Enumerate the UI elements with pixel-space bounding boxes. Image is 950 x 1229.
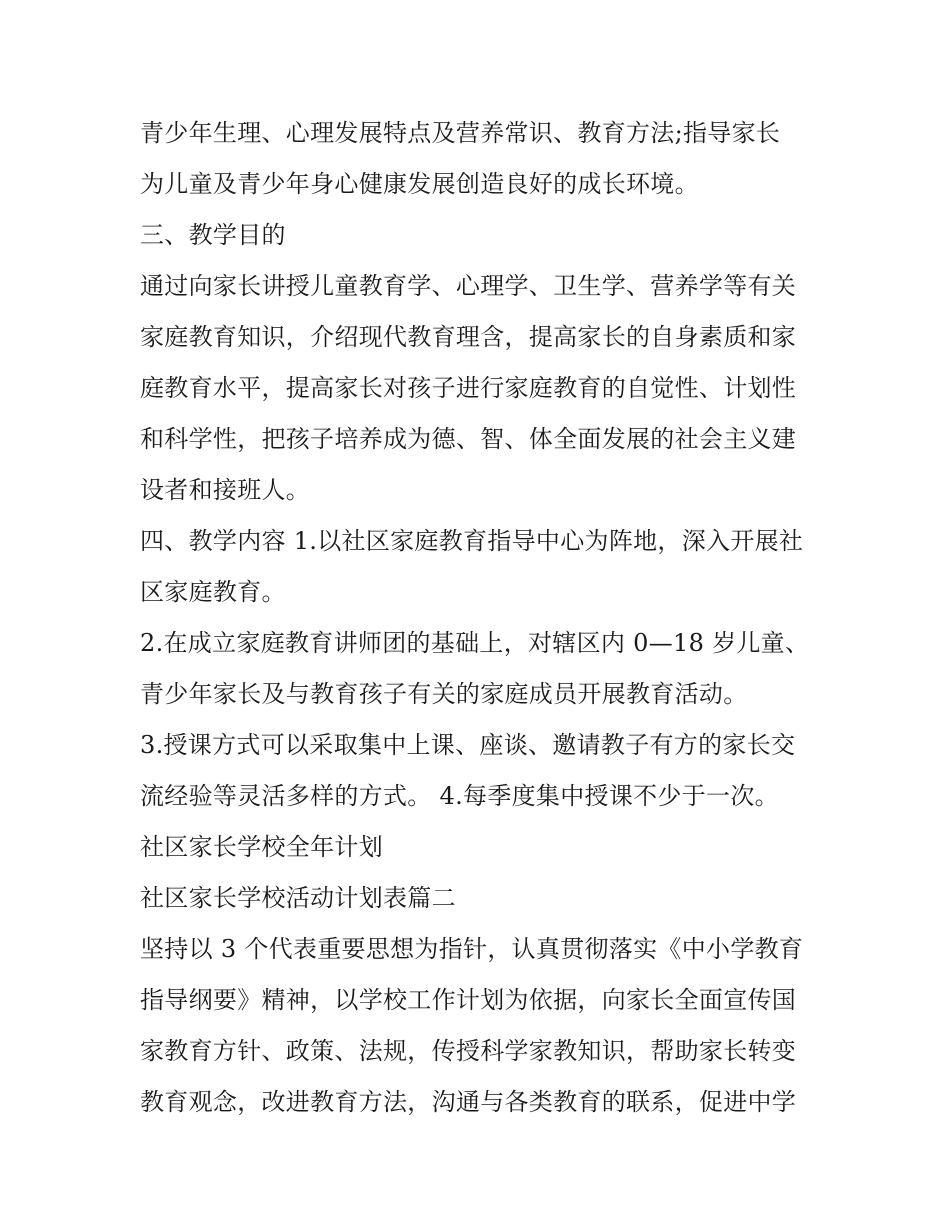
document-body: [140, 108, 820, 1128]
paragraph-line-5: 家庭教育知识，介绍现代教育理含，提高家长的自身素质和家: [140, 323, 797, 351]
paragraph-line-19: 家教育方针、政策、法规，传授科学家教知识，帮助家长转变: [140, 1037, 797, 1065]
document-title-annual-plan: 社区家长学校全年计划: [140, 833, 383, 861]
paragraph-line-1: 青少年生理、心理发展特点及营养常识、教育方法;指导家长: [140, 119, 781, 147]
paragraph-line-14: 流经验等灵活多样的方式。 4.每季度集中授课不少于一次。: [140, 782, 779, 810]
paragraph-line-18: 指导纲要》精神，以学校工作计划为依据，向家长全面宣传国: [140, 986, 797, 1014]
paragraph-line-2: 为儿童及青少年身心健康发展创造良好的成长环境。: [140, 170, 699, 198]
section-heading-teaching-purpose: 三、教学目的: [140, 221, 286, 249]
paragraph-line-6: 庭教育水平，提高家长对孩子进行家庭教育的自觉性、计划性: [140, 374, 797, 402]
paragraph-line-17: 坚持以 3 个代表重要思想为指针，认真贯彻落实《中小学教育: [140, 935, 804, 963]
section-heading-teaching-content: 四、教学内容 1.以社区家庭教育指导中心为阵地，深入开展社: [140, 527, 804, 555]
paragraph-line-10: 区家庭教育。: [140, 578, 286, 606]
paragraph-line-13: 3.授课方式可以采取集中上课、座谈、邀请教子有方的家长交: [140, 731, 796, 759]
paragraph-line-12: 青少年家长及与教育孩子有关的家庭成员开展教育活动。: [140, 680, 748, 708]
paragraph-line-20: 教育观念，改进教育方法，沟通与各类教育的联系，促进中学: [140, 1088, 797, 1116]
paragraph-line-7: 和科学性，把孩子培养成为德、智、体全面发展的社会主义建: [140, 425, 797, 453]
paragraph-line-8: 设者和接班人。: [140, 476, 311, 504]
document-title-activity-plan-part-two: 社区家长学校活动计划表篇二: [140, 884, 456, 912]
paragraph-line-4: 通过向家长讲授儿童教育学、心理学、卫生学、营养学等有关: [140, 272, 797, 300]
paragraph-line-11: 2.在成立家庭教育讲师团的基础上，对辖区内 0—18 岁儿童、: [140, 629, 810, 657]
